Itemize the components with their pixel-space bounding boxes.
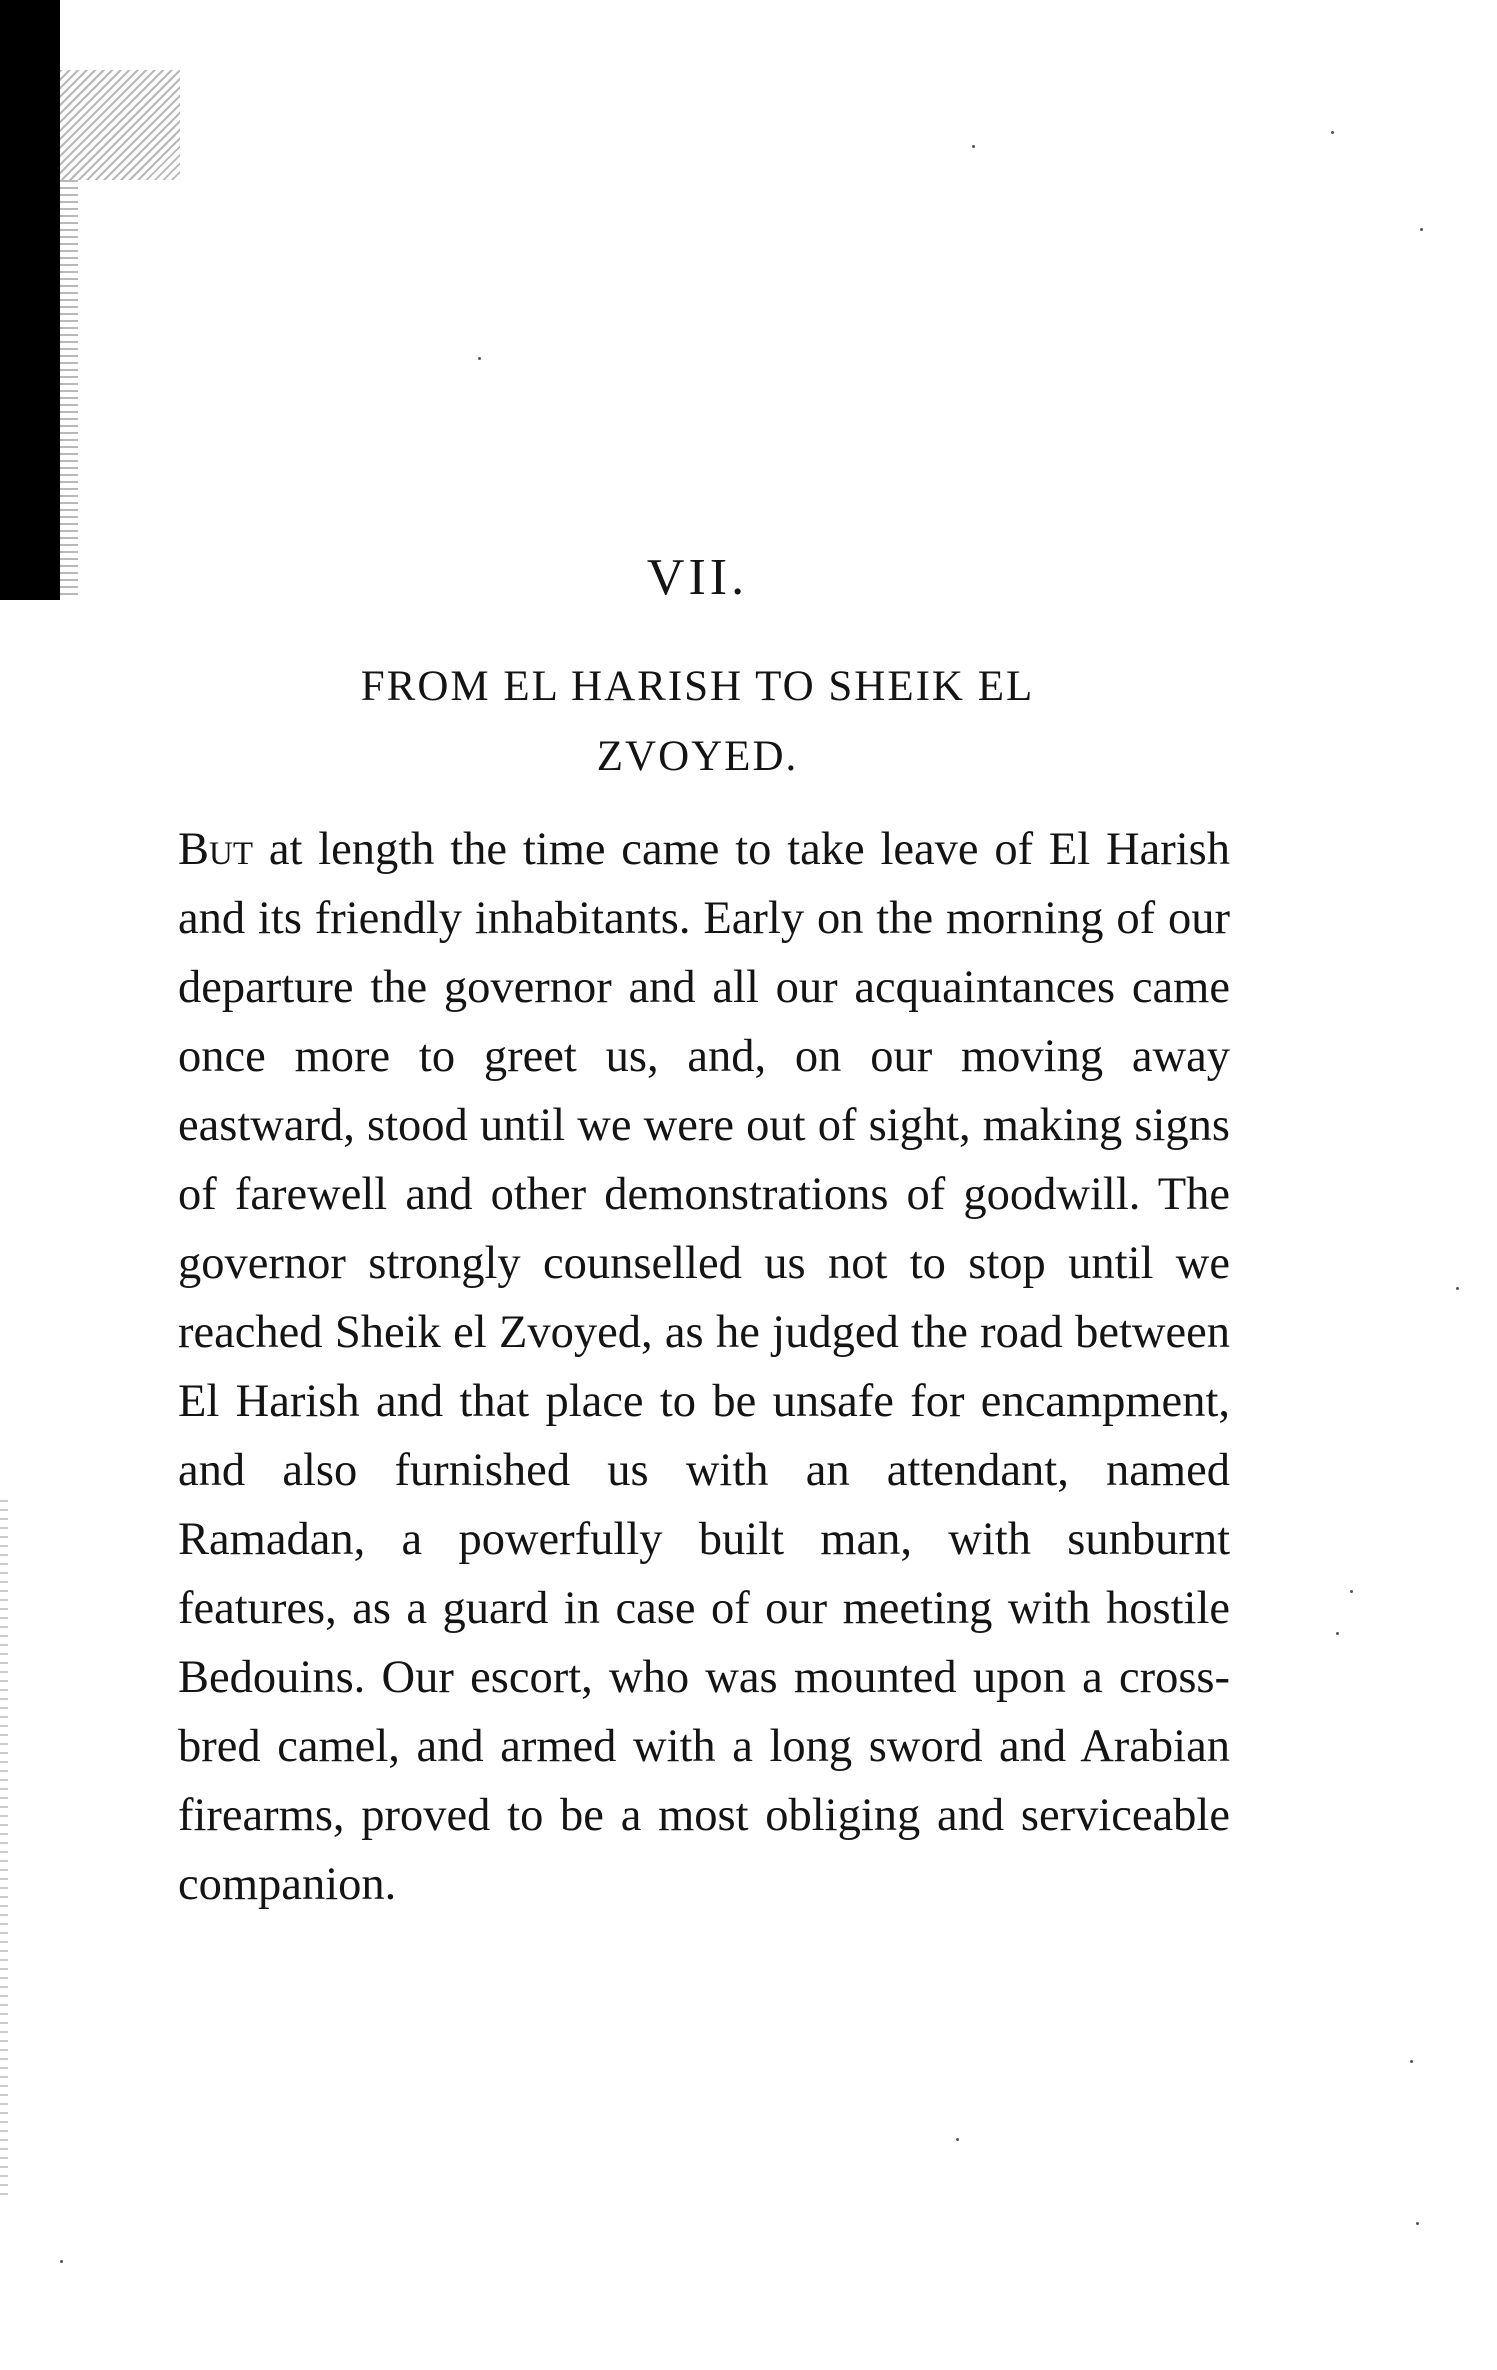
- paper-speck: [1410, 2060, 1413, 2063]
- chapter-number: VII.: [646, 549, 749, 606]
- paper-speck: [1331, 131, 1334, 134]
- lead-word: But: [178, 824, 254, 875]
- scan-edge-shadow: [0, 0, 60, 600]
- paper-speck: [1456, 1287, 1459, 1290]
- paper-speck: [956, 2138, 959, 2141]
- paper-speck: [1336, 1632, 1339, 1635]
- scan-edge-noise-strip: [60, 180, 78, 600]
- scan-edge-noise: [60, 70, 180, 180]
- scan-edge-noise-lower: [0, 1500, 8, 2200]
- paragraph-text: at length the time came to take leave of El Harish and its friendly inhabitants. Early on the morning of our departure the governor and all our acquaintances came once more to greet us, and, on our moving away eastward, stood until we were out of sight, making signs of farewell and other demonstrations of goodwill. The governor strongly counselled us not to stop until we reached Sheik el Zvoyed, as he judged the road between El Harish and that place to be unsafe for encampment, and also furnished us with an attendant, named Ramadan, a powerfully built man, with sunburnt features, as a guard in case of our meeting with hostile Bedouins. Our escort, who was mounted upon a cross-bred camel, and armed with a long sword and Arabian firearms, proved to be a most obliging and serviceable companion.: [178, 824, 1230, 1910]
- paper-speck: [60, 2260, 63, 2263]
- paper-speck: [1350, 1590, 1353, 1593]
- paper-speck: [1416, 2222, 1419, 2225]
- paper-speck: [972, 145, 975, 148]
- body-paragraph: [178, 815, 1230, 1919]
- chapter-body: [178, 815, 1230, 1919]
- paper-speck: [478, 357, 481, 360]
- chapter-title: FROM EL HARISH TO SHEIK EL ZVOYED.: [360, 663, 1035, 780]
- paper-speck: [1420, 228, 1423, 231]
